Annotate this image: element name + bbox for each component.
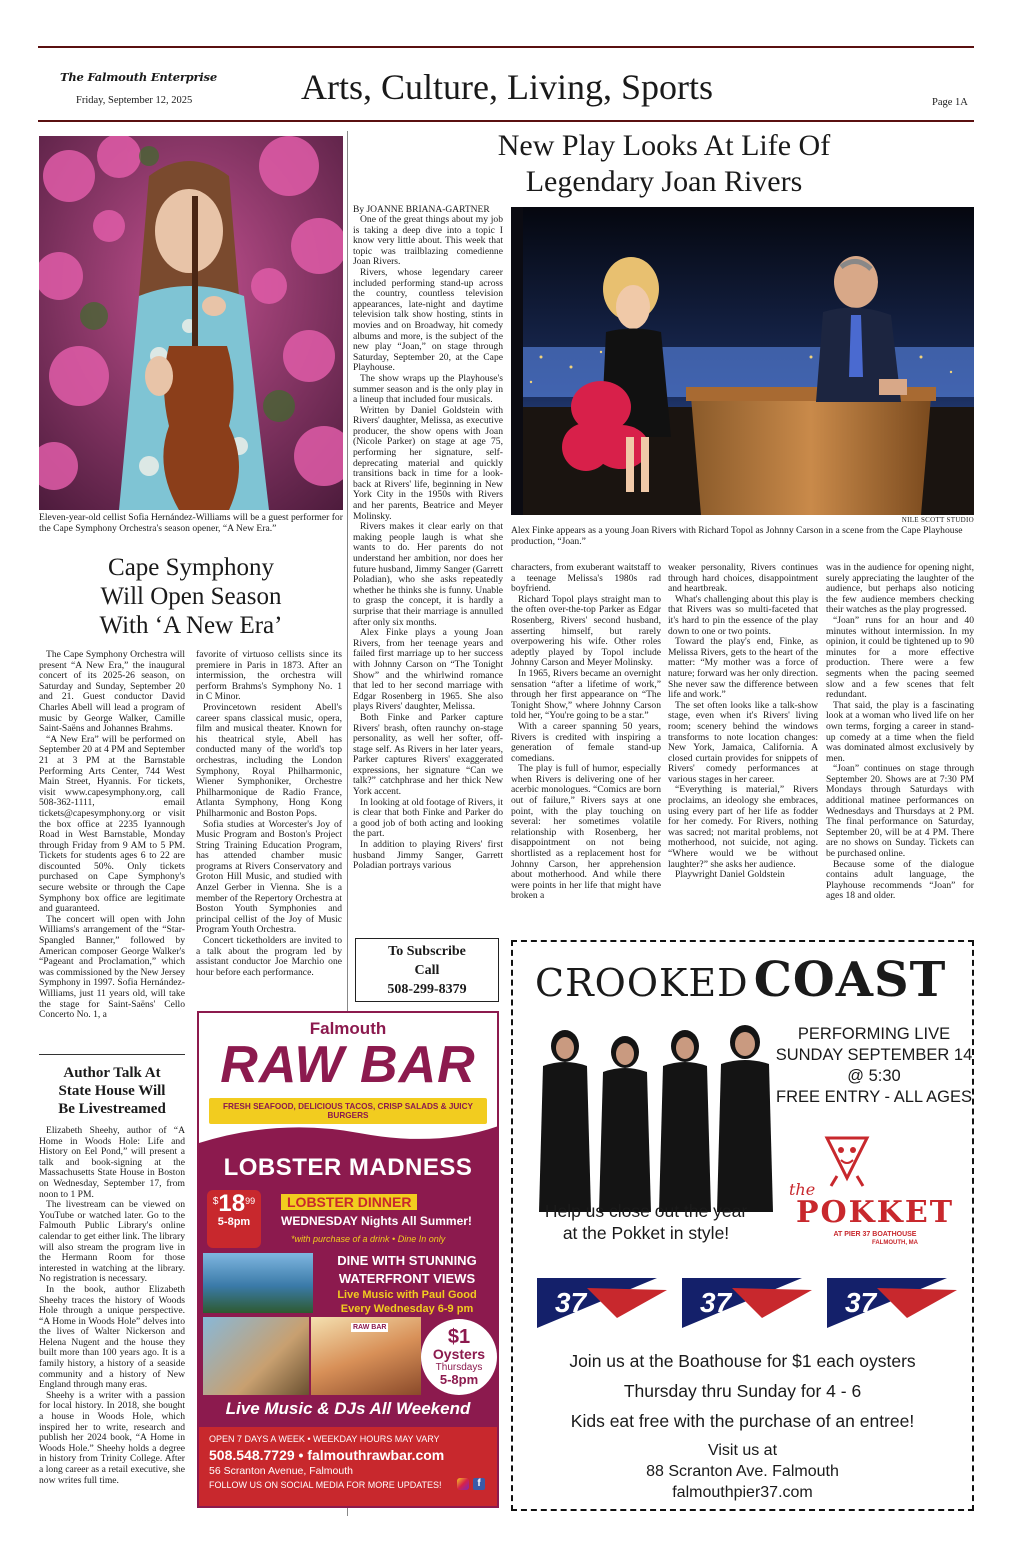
raw-bar-contact: 508.548.7729 • falmouthrawbar.com <box>209 1447 445 1463</box>
author-headline <box>39 1064 185 1118</box>
raw-bar-social: FOLLOW US ON SOCIAL MEDIA FOR MORE UPDATES! <box>209 1480 442 1490</box>
pier37-flag <box>537 1278 667 1328</box>
pokket-ad <box>511 940 974 1511</box>
facebook-icon: f <box>473 1478 485 1490</box>
promo-line-3: Kids eat free with the purchase of an entree! <box>570 1411 915 1431</box>
raw-bar-logo: RAW BAR <box>220 1036 476 1094</box>
band-photo <box>525 1016 775 1212</box>
raw-bar-tagline: FRESH SEAFOOD, DELICIOUS TACOS, CRISP SALADS & JUICY BURGERS <box>209 1098 487 1124</box>
symphony-paragraph: Concert ticketholders are invited to a talk about the program led by assistant conductor Joe Marchio one hour before each performance. <box>196 935 342 978</box>
raw-bar-sign-photo <box>311 1317 421 1395</box>
rivers-paragraph: Richard Topol plays straight man to the often over-the-top Parker as Edgar Rosenberg, Rivers' second husband, asserting himself, but rarely overpowering his wife. Other roles adeptly played by Topol include Johnny Carson and Meyer Molinsky. <box>511 593 661 669</box>
lobster-price-badge <box>207 1190 261 1248</box>
page-number: Page 1A <box>932 97 968 108</box>
rivers-paragraph: In addition to playing Rivers' first husband Jimmy Sanger, Garrett Poladian portrays various <box>353 839 503 872</box>
subscribe-line-1: To Subscribe <box>388 944 466 959</box>
cellist-caption: Eleven-year-old cellist Sofia Hernández-Williams will be a guest performer for the Cape Symphony Orchestra's season opener, “A New Era.” <box>39 512 343 534</box>
rivers-stage-photo <box>511 207 974 515</box>
live-music-line-1: Live Music with Paul Good <box>337 1289 477 1301</box>
author-headline-line-1: Author Talk At <box>63 1065 161 1081</box>
promo-line-1: Join us at the Boathouse for $1 each oysters <box>569 1351 916 1371</box>
author-paragraph: Elizabeth Sheehy, author of “A Home in Woods Hole: Life and History on Eel Pond,” will present a talk and book-signing at the Massachusetts State House in Boston on Wednesday, September 17, from noon to 1 PM. <box>39 1126 185 1200</box>
rivers-column-2 <box>511 563 661 920</box>
waterfront-photo <box>203 1253 313 1313</box>
rivers-paragraph: “Joan” runs for an hour and 40 minutes without intermission. In my opinion, it could be tightened up to 90 minutes for a more effective production. There were a few segments when the pacing seemed slow and a few scenes that felt redundant. <box>826 614 974 701</box>
symphony-paragraph: The Cape Symphony Orchestra will present “A New Era,” the inaugural concert of its 2025-26 season, on Saturday and Sunday, September 20 and 21. Guest conductor David Charles Abell will lead a program of music by George Walker, Camille Saint-Saëns and Johannes Brahms. <box>39 650 185 735</box>
rivers-headline-line-1: New Play Looks At Life Of <box>497 129 831 162</box>
rivers-column-4 <box>826 563 974 920</box>
visit-line-2: 88 Scranton Ave. Falmouth <box>646 1463 839 1480</box>
symphony-paragraph: The concert will open with John Williams's arrangement of the “Star-Spangled Banner,” followed by American composer George Walker's “Pageant and Proclamation,” which was commissioned by the New Jersey Symphony in 1997. Sofia Hernández-Williams, just 11 years old, will take the stage for Saint-Saëns' Cello Concerto No. 1, a <box>39 913 185 1021</box>
flag-37-text: 37 <box>700 1287 732 1318</box>
price-time: 5-8pm <box>217 1216 251 1228</box>
cellist-illustration <box>39 136 343 510</box>
symphony-paragraph: favorite of virtuoso cellists since its premiere in Paris in 1873. After an intermission, the orchestra will perform Brahms's Symphony No. 1 in C Minor. <box>196 650 342 703</box>
rivers-headline-line-2: Legendary Joan Rivers <box>525 165 803 198</box>
performance-info <box>775 1024 973 1108</box>
author-box-rule <box>39 1054 185 1055</box>
rivers-paragraph: Because some of the dialogue contains adult language, the Playhouse recommends “Joan” for ages 18 and older. <box>826 858 974 902</box>
symphony-paragraph: Sofia studies at Worcester's Joy of Music Program and Boston's Project String Training Education Program, has attended chamber music programs at Rivers Conservatory and Groton Hill Music, and studied with Anzel Gerber in Vienna. She is a member of the Repertory Orchestra at Boston Youth Symphonies and principal cellist of the Joy of Music Program Youth Orchestra. <box>196 818 342 936</box>
symphony-paragraph: “A New Era” will be performed on September 20 at 4 PM and September 21 at 3 PM at the Barnstable Performing Arts Center, 744 West Main Street, Hyannis. For tickets, visit www.capesymphony.org, call 508-362-1111, email tickets@capesymphony.org or visit the box office at 2235 Iyannough Road in West Barnstable, Monday through Friday from 9 AM to 5 PM. Tickets for students ages 6 to 22 are discounted 50%. Only tickets purchased on Cape Symphony's secure website or through the Cape Symphony box office are legitimate and guaranteed. <box>39 733 185 915</box>
rivers-column-1 <box>353 215 503 918</box>
oyster-day: Thursdays <box>435 1362 483 1373</box>
symphony-column-2 <box>196 650 342 1000</box>
author-headline-line-3: Be Livestreamed <box>58 1101 166 1117</box>
flag-37-text: 37 <box>845 1287 877 1318</box>
pokket-logo-name: POKKET <box>795 1195 955 1230</box>
oyster-badge <box>421 1319 497 1395</box>
rivers-paragraph: “Everything is material,” Rivers proclaims, an ideology she embraces, using every part of her life as fodder for her comedy. For Rivers, nothing was sacred; not marital problems, not motherhood, not suicide, not aging. “Where would we be without laughter?” she asks her audience. <box>668 784 818 870</box>
rivers-paragraph: weaker personality, Rivers continues through hard choices, disappointment and heartbreak. <box>668 563 818 595</box>
rivers-paragraph: “Joan” continues on stage through September 20. Shows are at 7:30 PM Mondays through Saturdays with additional matinee performances on Wednesdays and Thursdays at 2 PM. The final performance on Saturday, September 20, will be at 4 PM. There are no shows on Sunday. Tickets can be purchased online. <box>826 763 974 860</box>
visit-website: falmouthpier37.com <box>672 1484 813 1501</box>
author-paragraph: In the book, author Elizabeth Sheehy traces the history of Woods Hole through a unique perspective. “A Home in Woods Hole” delves into the lives of Walter Nickerson and Helena Nugent and the house they built more than 100 years ago. It is a family history, a history of a seaside community and a history of New England through many eras. <box>39 1283 185 1391</box>
live-music-line-2: Every Wednesday 6-9 pm <box>340 1303 474 1315</box>
author-paragraph: The livestream can be viewed on YouTube or watched later. Go to the Falmouth Public Library's online calendar to get either link. The library will also stream the program live in the Hermann Room for those interested in watching at the library. No registration is necessary. <box>39 1199 185 1285</box>
author-article-body <box>39 1126 185 1518</box>
rivers-paragraph: With a career spanning 50 years, Rivers is credited with inspiring a generation of female stand-up comedians. <box>511 720 661 764</box>
pokket-logo-town: FALMOUTH, MA <box>872 1240 918 1246</box>
rivers-headline <box>356 128 972 200</box>
pokket-logo <box>775 1182 974 1246</box>
oyster-price: $1 <box>447 1326 471 1348</box>
rivers-paragraph: The play is full of humor, especially when Rivers is delivering one of her acerbic monologues. “Comics are born out of failure,” Rivers says at one point, with the play touching on several: her sometimes volatile relationship with Rosenberg, her disappointment on not being shortlisted as a replacement host for Johnny Carson, her apprehension about motherhood. And while there were points in her life that might have broken a <box>511 763 661 902</box>
lobster-dinner-label: LOBSTER DINNER <box>281 1194 417 1210</box>
pokket-logo-the: the <box>789 1180 816 1199</box>
raw-bar-sign: RAW BAR <box>353 1324 387 1331</box>
pier37-flags-graphic <box>527 1268 967 1338</box>
oyster-time: 5-8pm <box>439 1372 479 1387</box>
rivers-photo-credit: NILE SCOTT STUDIO <box>901 516 974 524</box>
rivers-paragraph: Both Finke and Parker capture Rivers' brash, often raunchy on-stage personality, as well her softer, off-stage self. As Rivers in her later years, Parker captures Rivers' exaggerated expressions, her signature “Can we talk?” catchphrase and her thick New York accent. <box>353 711 503 798</box>
perf-line-1: PERFORMING LIVE <box>797 1025 951 1043</box>
perf-line-2: SUNDAY SEPTEMBER 14 <box>775 1046 973 1064</box>
pizza-mascot <box>817 1128 877 1188</box>
visit-info <box>513 1440 972 1503</box>
raw-bar-town: Falmouth <box>309 1019 387 1038</box>
band-name <box>535 952 965 1008</box>
symphony-column-1 <box>39 650 185 1050</box>
flag-37-text: 37 <box>555 1287 587 1318</box>
rivers-paragraph: was in the audience for opening night, surely appreciating the laughter of the audience, but perhaps also noticing the few audience members checking their watches as the play progressed. <box>826 563 974 616</box>
cellist-photo <box>39 136 343 510</box>
patio-photo <box>203 1317 309 1395</box>
price-main: 18 <box>218 1190 246 1217</box>
lobster-dinner-when: WEDNESDAY Nights All Summer! <box>281 1214 472 1228</box>
help-line-2: at the Pokket in style! <box>562 1223 730 1243</box>
author-headline-line-2: State House Will <box>58 1083 166 1099</box>
promo-line-2: Thursday thru Sunday for 4 - 6 <box>623 1381 862 1401</box>
lobster-dinner-note: *with purchase of a drink • Dine In only <box>291 1234 446 1244</box>
paper-name: The Falmouth Enterprise <box>60 70 217 84</box>
raw-bar-hours: OPEN 7 DAYS A WEEK • WEEKDAY HOURS MAY VARY <box>209 1434 440 1444</box>
subscribe-box <box>355 938 499 1002</box>
rivers-paragraph: In 1965, Rivers became an overnight sensation “after a lifetime of work,” through her first appearance on “The Tonight Show,” where Johnny Carson told her, “You're going to be a star.” <box>511 667 661 722</box>
visit-line-1: Visit us at <box>707 1442 778 1459</box>
pier37-flag <box>827 1278 957 1328</box>
pokket-logo-sub: AT PIER 37 BOATHOUSE <box>833 1231 917 1238</box>
band-name-coast: COAST <box>753 952 947 1008</box>
symphony-paragraph: Provincetown resident Abell's career spans classical music, opera, film and musical theater. Known for his theatrical style, Abell has conducted many of the world's top orchestras, including the London Symphony, Royal Philharmonic, Wiener Symphoniker, Orchestre Philharmonique de Radio France, Atlanta Symphony, Hong Kong Philharmonic and Boston Pops. <box>196 701 342 819</box>
masthead-rule <box>38 120 974 122</box>
perf-line-4: FREE ENTRY - ALL AGES <box>776 1088 972 1106</box>
pizza-mascot-icon <box>817 1128 877 1188</box>
section-title: Arts, Culture, Living, Sports <box>301 67 713 107</box>
rivers-paragraph: In looking at old footage of Rivers, it is clear that both Finke and Parker do a good job of both acting and looking the part. <box>353 796 503 840</box>
live-music-banner: Live Music & DJs All Weekend <box>225 1399 471 1418</box>
perf-line-3: @ 5:30 <box>847 1067 901 1085</box>
subscribe-line-2: Call <box>414 963 440 978</box>
boathouse-promos <box>513 1346 972 1436</box>
lobster-madness-title: LOBSTER MADNESS <box>223 1154 473 1181</box>
rivers-paragraph: What's challenging about this play is that Rivers was so multi-faceted that it's hard to pin the essence of the play down to one or two points. <box>668 593 818 637</box>
dine-line-1: DINE WITH STUNNING <box>337 1253 477 1268</box>
dine-line-2: WATERFRONT VIEWS <box>338 1271 476 1286</box>
rivers-paragraph: Rivers makes it clear early on that making people laugh is what she wants to do. Her parents do not understand her ambition, nor does her future husband, Jimmy Sanger (Garrett Poladian), who she asks repeatedly whether he thinks she is funny. Unable to grasp the concept, it is hardly a surprise that their marriage is annulled after only six months. <box>353 521 503 628</box>
symphony-headline <box>39 553 343 640</box>
pier37-flag <box>682 1278 812 1328</box>
rivers-photo-caption: Alex Finke appears as a young Joan Rivers with Richard Topol as Johnny Carson in a scene from the Cape Playhouse production, “Joan.” <box>511 525 963 547</box>
raw-bar-ad <box>197 1011 499 1508</box>
rivers-paragraph: Toward the play's end, Finke, as Melissa Rivers, gets to the heart of the matter: “My mother was a force of nature; forward was her only direction. She never saw the difference between life and work.” <box>668 636 818 701</box>
rivers-paragraph: Playwright Daniel Goldstein <box>675 869 785 881</box>
band-members-illustration <box>525 1016 775 1212</box>
price-cents: 99 <box>245 1196 256 1206</box>
issue-date: Friday, September 12, 2025 <box>76 95 193 106</box>
help-text <box>521 1200 771 1244</box>
rivers-paragraph: That said, the play is a fascinating look at a woman who lived life on her own terms, forging a career in stand-up comedy at a time when the field was dominated almost exclusively by men. <box>826 699 974 764</box>
stage-scene-illustration <box>511 207 974 515</box>
symphony-headline-line-1: Cape Symphony <box>108 554 274 581</box>
help-line-1: Help us close out the year <box>544 1201 748 1221</box>
symphony-headline-line-3: With ‘A New Era’ <box>99 612 283 639</box>
top-rule <box>38 46 974 48</box>
rivers-byline: By JOANNE BRIANA-GARTNER <box>353 205 490 215</box>
oyster-label: Oysters <box>432 1346 486 1362</box>
rivers-column-3 <box>668 563 818 920</box>
rivers-paragraph: The set often looks like a talk-show stage, even when it's Rivers' living room; scenery behind the windows transforms to note location changes: New York, Jamaica, California. A closed curtain provides for snippets of Rivers' comedy performances at various stages in her career. <box>668 699 818 785</box>
author-paragraph: Sheehy is a writer with a passion for local history. In 2018, she bought a house in Woods Hole, which inspired her to write, research and publish her 2024 book, “A Home in Woods Hole.” Sheehy holds a degree in history from Trinity College. After a long career as a retail executive, she now writes full time. <box>39 1389 185 1486</box>
rivers-paragraph: characters, from exuberant waitstaff to a teenage Melissa's 1980s rad boyfriend. <box>511 563 661 595</box>
band-name-crooked: CROOKED <box>535 961 749 1005</box>
rivers-paragraph: One of the great things about my job is taking a deep dive into a topic I know very little about. This week that topic was trailblazing comedienne Joan Rivers. <box>353 215 503 268</box>
pier37-flags <box>527 1268 967 1338</box>
rivers-paragraph: Written by Daniel Goldstein with Rivers' daughter, Melissa, as executive producer, the show opens with Joan (Nicole Parker) on stage at age 75, performing her signature, self-deprecating material and quickly transitions back in time for a look-back at Rivers' life, beginning in New York City in the 1950s with Rivers and her parents, Beatrice and Meyer Molinsky. <box>353 404 503 522</box>
instagram-icon <box>457 1478 469 1490</box>
symphony-headline-line-2: Will Open Season <box>100 583 282 610</box>
rivers-paragraph: Alex Finke plays a young Joan Rivers, from her teenage years and failed first marriage up to her success with Johnny Carson on “The Tonight Show” and the whirlwind romance that led to her second marriage with Edgar Rosenberg in 1965. She also plays Rivers' daughter, Melissa. <box>353 627 503 713</box>
rivers-paragraph: The show wraps up the Playhouse's summer season and is the only play in a lineup that included four musicals. <box>353 372 503 406</box>
price-dollar: $ <box>212 1196 219 1207</box>
raw-bar-address: 56 Scranton Avenue, Falmouth <box>209 1465 353 1477</box>
subscribe-phone: 508-299-8379 <box>387 982 467 997</box>
rivers-paragraph: Rivers, whose legendary career included performing stand-up across the country, countless television appearances, late-night and daytime television talk show hosting, stints in movies and on Broadway, hit comedy albums and more, is the subject of the new play “Joan,” on stage through Saturday, September 20, at the Cape Playhouse. <box>353 266 503 374</box>
